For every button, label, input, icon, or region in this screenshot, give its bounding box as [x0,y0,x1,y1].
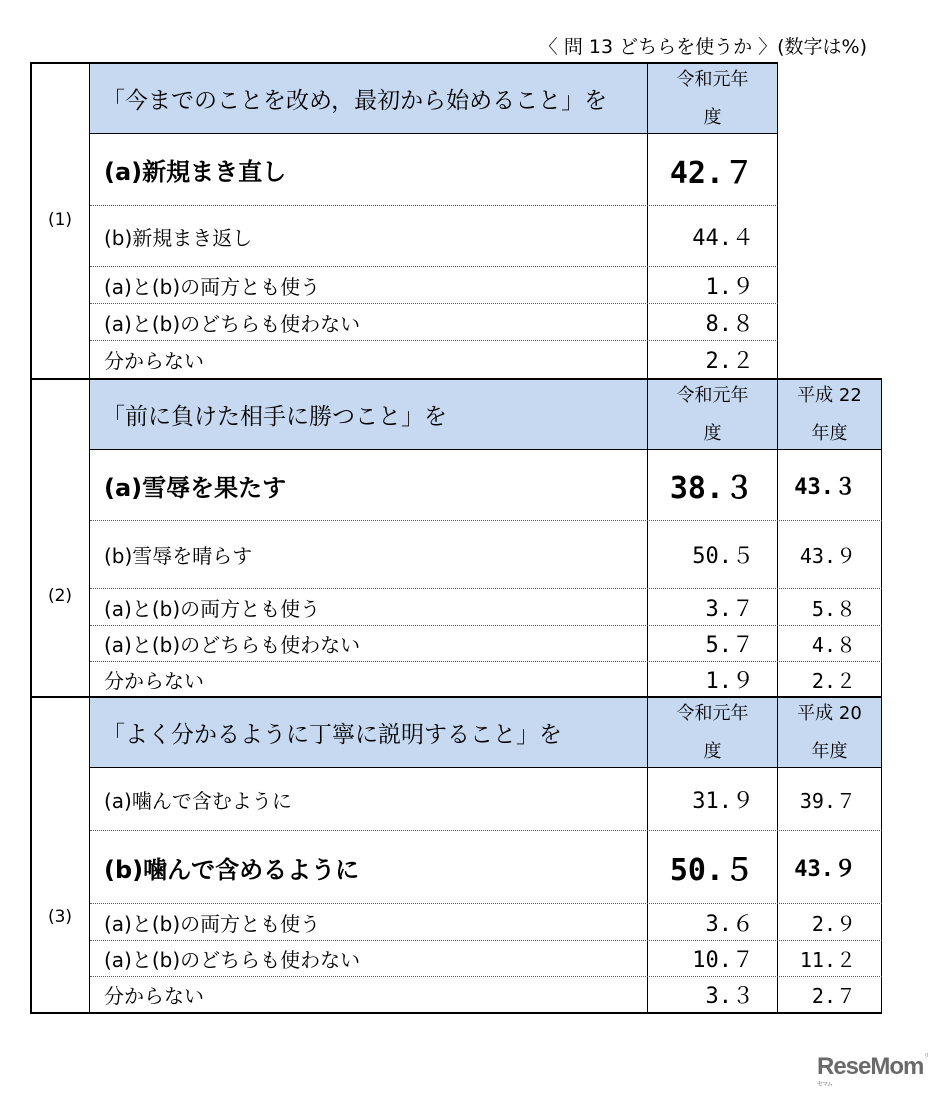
table-row: (a)と(b)の両方とも使う 3.７ 5.８ [104,596,856,622]
table-row: 分からない 2.２ [104,349,754,374]
section-3 [30,696,882,1014]
question-header [90,64,647,133]
table-row: (b)雪辱を晴らす 50.５ 43.９ [104,544,856,569]
section-label: (2) [47,586,73,606]
table-row: 分からない 1.９ 2.２ [104,668,856,694]
table-row: (b)噛んで含めるように 50.５ 43.９ [104,853,856,888]
table-row: (a)と(b)のどちらも使わない 5.７ 4.８ [104,633,856,658]
question-header [90,380,647,449]
table-row: (b)新規まき返し 44.４ [104,225,754,251]
section-label: (3) [47,907,73,927]
question-text: 「今までのことを改め，最初から始めること」を [102,88,608,114]
section-2 [30,378,882,696]
resemom-logo: ReseMom$^{リセマム}$ [817,1053,929,1088]
year-header-heisei22: 平成 22 年度 [797,384,862,444]
year-header-reiwa1: 令和元年 度 [676,384,749,444]
section-label: (1) [47,210,73,230]
year-header-heisei20: 平成 20 年度 [797,702,862,762]
section-1 [30,62,778,378]
table-row: (a)新規まき直し 42.７ [104,155,754,191]
table-row: (a)雪辱を果たす 38.３ 43.３ [104,471,856,506]
year-header-reiwa1: 令和元年 度 [676,68,749,128]
question-text: 「よく分かるように丁寧に説明すること」を [102,722,562,748]
table-caption: 〈 問 13 どちらを使うか 〉(数字は%) [538,36,867,58]
year-header-reiwa1: 令和元年 度 [676,702,749,762]
table-row: (a)と(b)の両方とも使う 1.９ [104,274,754,300]
question-header [90,698,647,767]
table-row: 分からない 3.３ 2.７ [104,984,856,1009]
table-row: (a)噛んで含むように 31.９ 39.７ [104,788,856,814]
table-row: (a)と(b)のどちらも使わない 10.７ 11.２ [104,948,856,973]
question-text: 「前に負けた相手に勝つこと」を [102,404,447,430]
table-row: (a)と(b)の両方とも使う 3.６ 2.９ [104,911,856,937]
table-row: (a)と(b)のどちらも使わない 8.８ [104,311,754,337]
